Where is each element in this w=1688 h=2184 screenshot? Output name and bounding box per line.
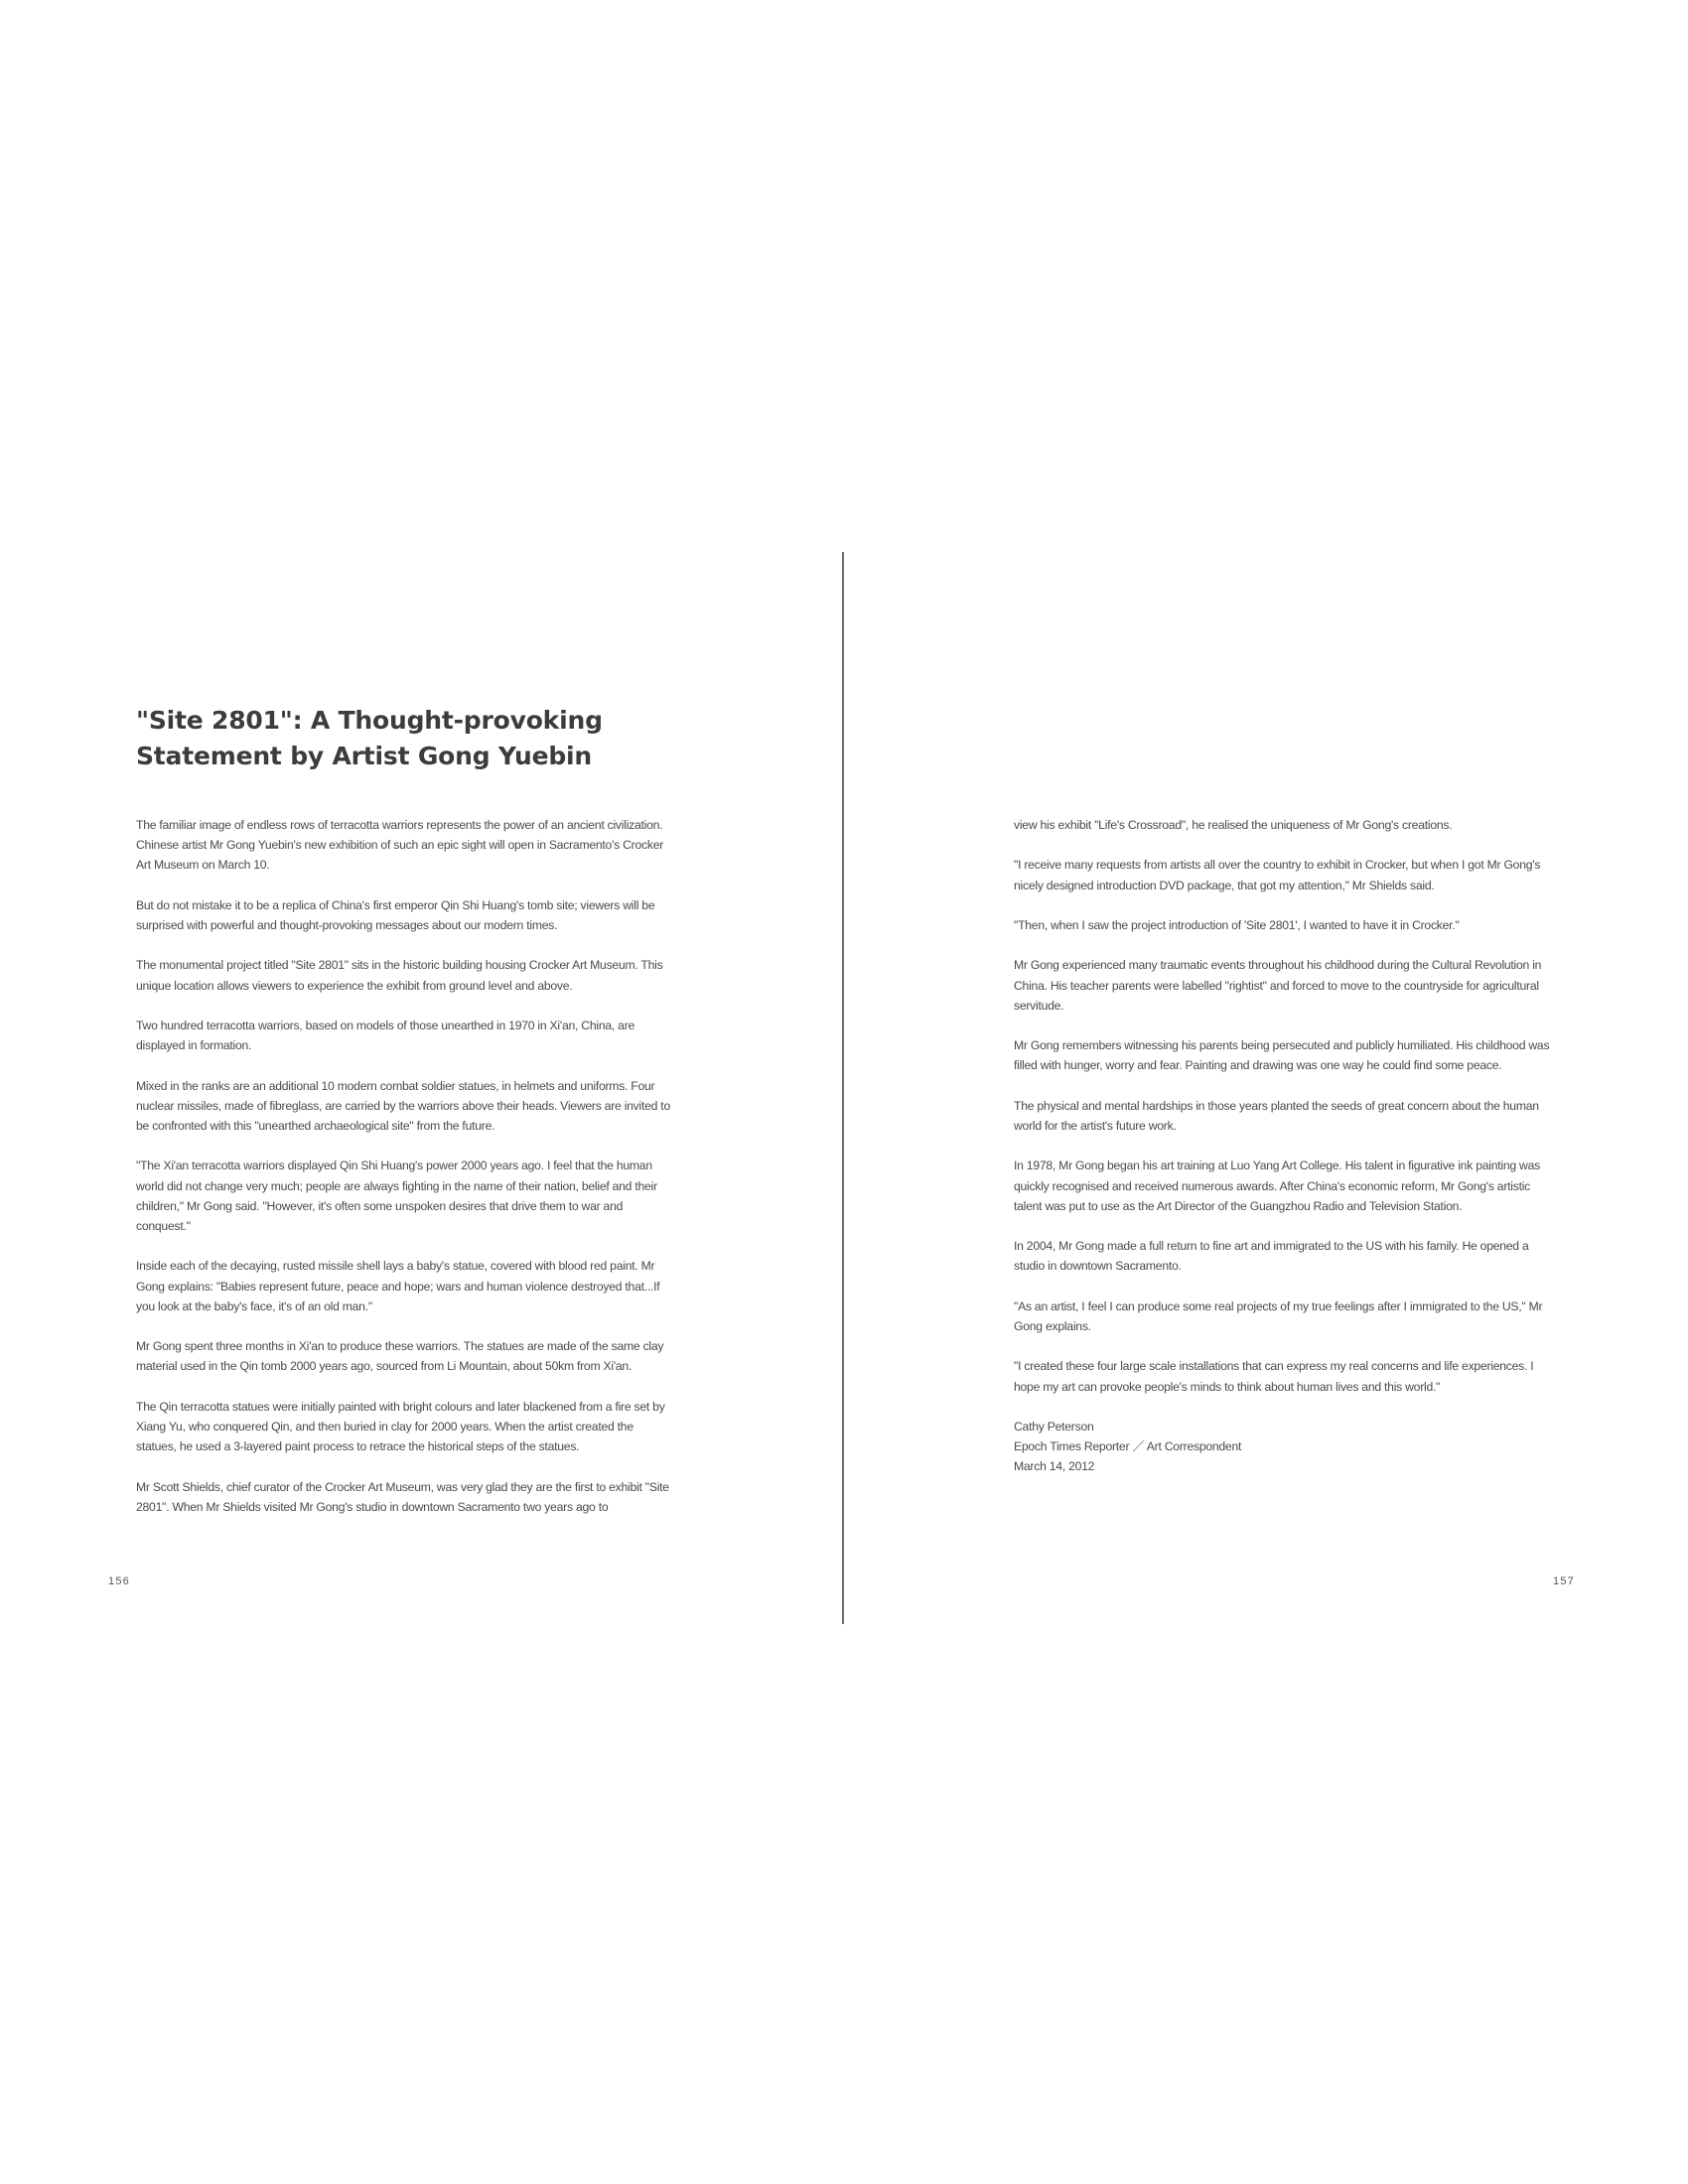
paragraph: Mixed in the ranks are an additional 10 modern combat soldier statues, in helmets and uniforms. Four nuclear missiles, made of fibreglass, are carried by the warriors above their heads. Viewers are invited to be confronted with this "unearthed archaeological site" from the future. xyxy=(136,1078,670,1133)
paragraph: "Then, when I saw the project introduction of 'Site 2801', I wanted to have it in Crocker." xyxy=(1014,917,1460,932)
paragraph: "As an artist, I feel I can produce some real projects of my true feelings after I immigrated to the US," Mr Gong explains. xyxy=(1014,1298,1543,1333)
paragraph: "I receive many requests from artists all over the country to exhibit in Crocker, but when I got Mr Gong's nicely designed introduction DVD package, that got my attention," Mr Shields said. xyxy=(1014,858,1541,892)
author-signature xyxy=(1014,1417,1560,1477)
paragraph: In 2004, Mr Gong made a full return to fine art and immigrated to the US with his family. He opened a studio in downtown Sacramento. xyxy=(1014,1239,1529,1274)
paragraph: The familiar image of endless rows of terracotta warriors represents the power of an ancient civilization. Chinese artist Mr Gong Yuebin's new exhibition of such an epic sight will open in Sacramento's Crocker Art Museum on March 10. xyxy=(136,818,664,873)
paragraph: The Qin terracotta statues were initially painted with bright colours and later blackened from a fire set by Xiang Yu, who conquered Qin, and then buried in clay for 2000 years. When the artist created the statues, he used a 3-layered paint process to retrace the historical steps of the statues. xyxy=(136,1399,665,1454)
page-number-right: 157 xyxy=(1553,1575,1575,1587)
right-page-body xyxy=(1014,815,1560,1477)
paragraph: "The Xi'an terracotta warriors displayed Qin Shi Huang's power 2000 years ago. I feel that the human world did not change very much; people are always fighting in the name of their nation, belief and their children," Mr Gong said. "However, it's often some unspoken desires that drive them to war and conquest." xyxy=(136,1159,657,1233)
article-title-line-1: "Site 2801": A Thought-provoking xyxy=(136,706,603,735)
paragraph: view his exhibit "Life's Crossroad", he realised the uniqueness of Mr Gong's creations. xyxy=(1014,818,1453,832)
article-title-line-2: Statement by Artist Gong Yuebin xyxy=(136,742,593,770)
paragraph: The monumental project titled "Site 2801" sits in the historic building housing Crocker Art Museum. This unique location allows viewers to experience the exhibit from ground level and above. xyxy=(136,958,663,993)
paragraph: "I created these four large scale installations that can express my real concerns and life experiences. I hope my art can provoke people's minds to think about human lives and this world." xyxy=(1014,1359,1534,1394)
center-divider-line xyxy=(842,552,844,1624)
paragraph: Mr Gong spent three months in Xi'an to produce these warriors. The statues are made of the same clay material used in the Qin tomb 2000 years ago, sourced from Li Mountain, about 50km from Xi'an. xyxy=(136,1339,664,1374)
paragraph: The physical and mental hardships in those years planted the seeds of great concern about the human world for the artist's future work. xyxy=(1014,1098,1539,1133)
publish-date: March 14, 2012 xyxy=(1014,1459,1095,1474)
author-role: Epoch Times Reporter ／ Art Correspondent xyxy=(1014,1439,1242,1454)
paragraph: Mr Gong remembers witnessing his parents being persecuted and publicly humiliated. His childhood was filled with hunger, worry and fear. Painting and drawing was one way he could find some peace. xyxy=(1014,1038,1550,1073)
paragraph: In 1978, Mr Gong began his art training at Luo Yang Art College. His talent in figurative ink painting was quickly recognised and received numerous awards. After China's economic reform, Mr Gong's artistic talent was put to use as the Art Director of the Guangzhou Radio and Television Station. xyxy=(1014,1159,1540,1213)
paragraph: Inside each of the decaying, rusted missile shell lays a baby's statue, covered with blood red paint. Mr Gong explains: "Babies represent future, peace and hope; wars and human violence destroyed that...If you look at the baby's face, it's of an old man." xyxy=(136,1259,660,1313)
article-title xyxy=(136,703,692,774)
author-name: Cathy Peterson xyxy=(1014,1419,1094,1433)
paragraph: Two hundred terracotta warriors, based on models of those unearthed in 1970 in Xi'an, China, are displayed in formation. xyxy=(136,1018,635,1053)
paragraph: But do not mistake it to be a replica of China's first emperor Qin Shi Huang's tomb site; viewers will be surprised with powerful and thought-provoking messages about our modern times. xyxy=(136,897,655,932)
paragraph: Mr Gong experienced many traumatic events throughout his childhood during the Cultural Revolution in China. His teacher parents were labelled "rightist" and forced to move to the countryside for agricultural servitude. xyxy=(1014,958,1542,1013)
page-number-left: 156 xyxy=(108,1575,130,1587)
left-page-body xyxy=(136,815,672,1537)
paragraph: Mr Scott Shields, chief curator of the Crocker Art Museum, was very glad they are the first to exhibit "Site 2801". When Mr Shields visited Mr Gong's studio in downtown Sacramento two years ago to xyxy=(136,1479,669,1514)
